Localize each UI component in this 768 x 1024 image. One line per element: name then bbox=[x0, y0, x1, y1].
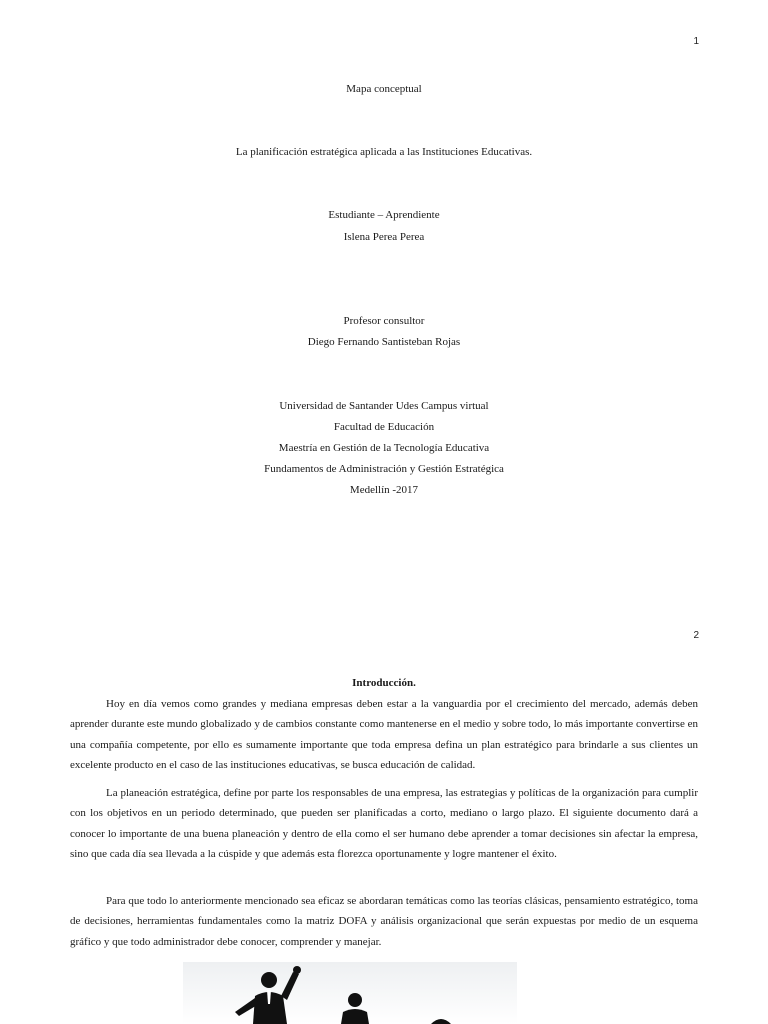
institution-line: Medellín -2017 bbox=[349, 484, 419, 496]
business-people-illustration bbox=[183, 962, 517, 1024]
page-number-1: 1 bbox=[693, 36, 699, 47]
paragraph bbox=[70, 783, 698, 864]
paragraph bbox=[70, 694, 698, 775]
institution-line: Universidad de Santander Udes Campus virtual bbox=[279, 400, 489, 412]
paragraph-text: Para que todo lo anteriormente mencionado sea eficaz se abordaran temáticas como las teorías clásicas, pensamiento estratégico, toma de decisiones, herramientas fundamentales como la matriz DOFA y análisis organizacional que serán expuestas por medio de un esquema gráfico y que todo administrador debe conocer, comprender y manejar. bbox=[70, 895, 698, 948]
professor-role: Profesor consultor bbox=[343, 315, 425, 327]
student-name: Islena Perea Perea bbox=[343, 231, 425, 243]
document-subtitle: La planificación estratégica aplicada a las Instituciones Educativas. bbox=[235, 146, 533, 158]
paragraph-text: Hoy en día vemos como grandes y mediana empresas deben estar a la vanguardia por el crecimiento del mercado, además deben aprender durante este mundo globalizado y de cambios constante como mantenerse en el medio y sobre todo, lo más importante convertirse en una compañía competente, por ello es sumamente importante que toda empresa defina un plan estratégico para brindarle a sus clientes un excelente producto en el caso de las instituciones educativas, se busca educación de calidad. bbox=[70, 698, 698, 771]
silhouette-graphic bbox=[183, 962, 517, 1024]
student-role: Estudiante – Aprendiente bbox=[328, 209, 440, 221]
paragraph-text: La planeación estratégica, define por parte los responsables de una empresa, las estrategias y políticas de la organización para cumplir con los objetivos en un periodo determinado, que pueden ser planificadas a corto, mediano o largo plazo. El siguiente documento dará a conocer lo importante de una buena planeación y dentro de ella como el ser humano debe aprender a tomar decisiones sin afectar la empresa, sino que cada día sea llevada a la cúspide y que además esta florezca oportunamente y logre mantener el éxito. bbox=[70, 787, 698, 860]
institution-line: Maestría en Gestión de la Tecnología Educativa bbox=[278, 442, 490, 454]
document-title: Mapa conceptual bbox=[346, 83, 422, 95]
introduction-heading: Introducción. bbox=[352, 677, 416, 689]
institution-line: Facultad de Educación bbox=[333, 421, 435, 433]
page-number-2: 2 bbox=[693, 630, 699, 641]
paragraph bbox=[70, 891, 698, 952]
institution-line: Fundamentos de Administración y Gestión Estratégica bbox=[264, 463, 504, 475]
professor-name: Diego Fernando Santisteban Rojas bbox=[307, 336, 461, 348]
